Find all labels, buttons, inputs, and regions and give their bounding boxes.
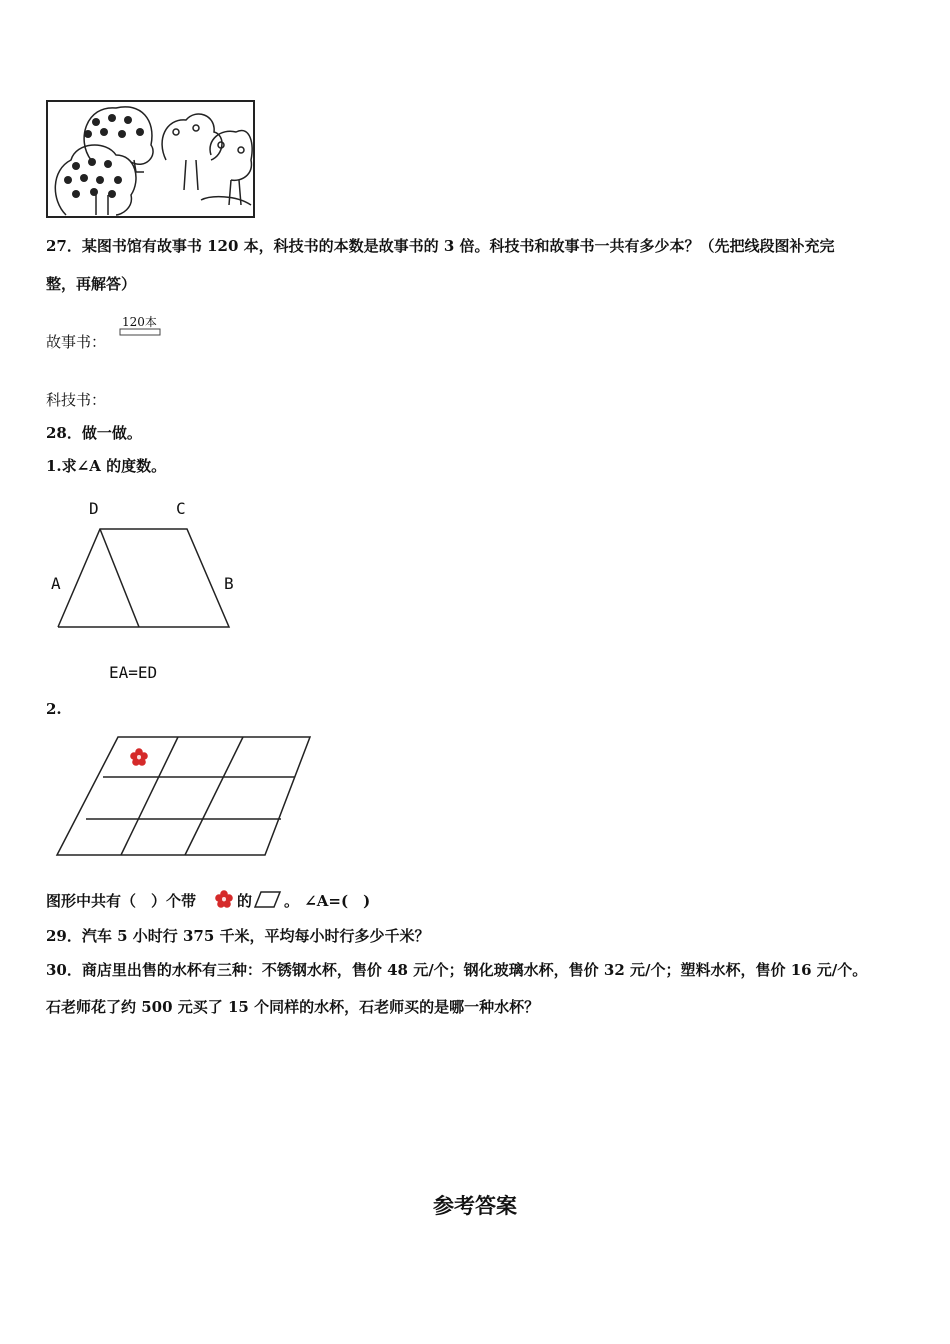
story-books-label: 故事书：	[46, 333, 107, 351]
q30-text-line1: 30．商店里出售的水杯有三种：不锈钢水杯，售价 48 元/个；钢化玻璃水杯，售价 32 元/个；塑料水杯，售价 16 元/个。	[46, 961, 868, 979]
q27-text-line2: 整，再解答）	[46, 275, 137, 293]
q28-fill-a: 图形中共有（ ）个带	[46, 892, 197, 910]
segment-label: 120本	[122, 315, 157, 329]
vertex-d-label: D	[89, 499, 99, 518]
vertex-a-label: A	[51, 574, 61, 593]
q28-fill-c: 。 ∠A=( )	[284, 892, 371, 910]
parallelogram-icon	[254, 890, 282, 910]
trapezoid-figure	[50, 522, 240, 632]
q28-part1: 1.求∠A 的度数。	[46, 457, 167, 475]
q27-text-line1: 27．某图书馆有故事书 120 本，科技书的本数是故事书的 3 倍。科技书和故事书一共有多少本？（先把线段图补充完	[46, 237, 835, 255]
tree-illustration	[46, 100, 256, 220]
q29-text: 29．汽车 5 小时行 375 千米，平均每小时行多少千米？	[46, 927, 430, 945]
q28-fill-b: 的	[237, 892, 253, 910]
q28-title: 28．做一做。	[46, 424, 142, 442]
flower-icon-inline	[213, 889, 235, 909]
tech-books-label: 科技书：	[46, 391, 107, 409]
vertex-c-label: C	[176, 499, 186, 518]
vertex-b-label: B	[224, 574, 234, 593]
q30-text-line2: 石老师花了约 500 元买了 15 个同样的水杯，石老师买的是哪一种水杯？	[46, 998, 540, 1016]
ea-ed-note: EA=ED	[109, 663, 158, 682]
segment-bar	[119, 328, 163, 338]
parallelogram-grid	[50, 733, 320, 863]
answer-title: 参考答案	[433, 1194, 517, 1218]
q28-part2: 2.	[46, 700, 62, 718]
flower-icon	[130, 748, 148, 766]
